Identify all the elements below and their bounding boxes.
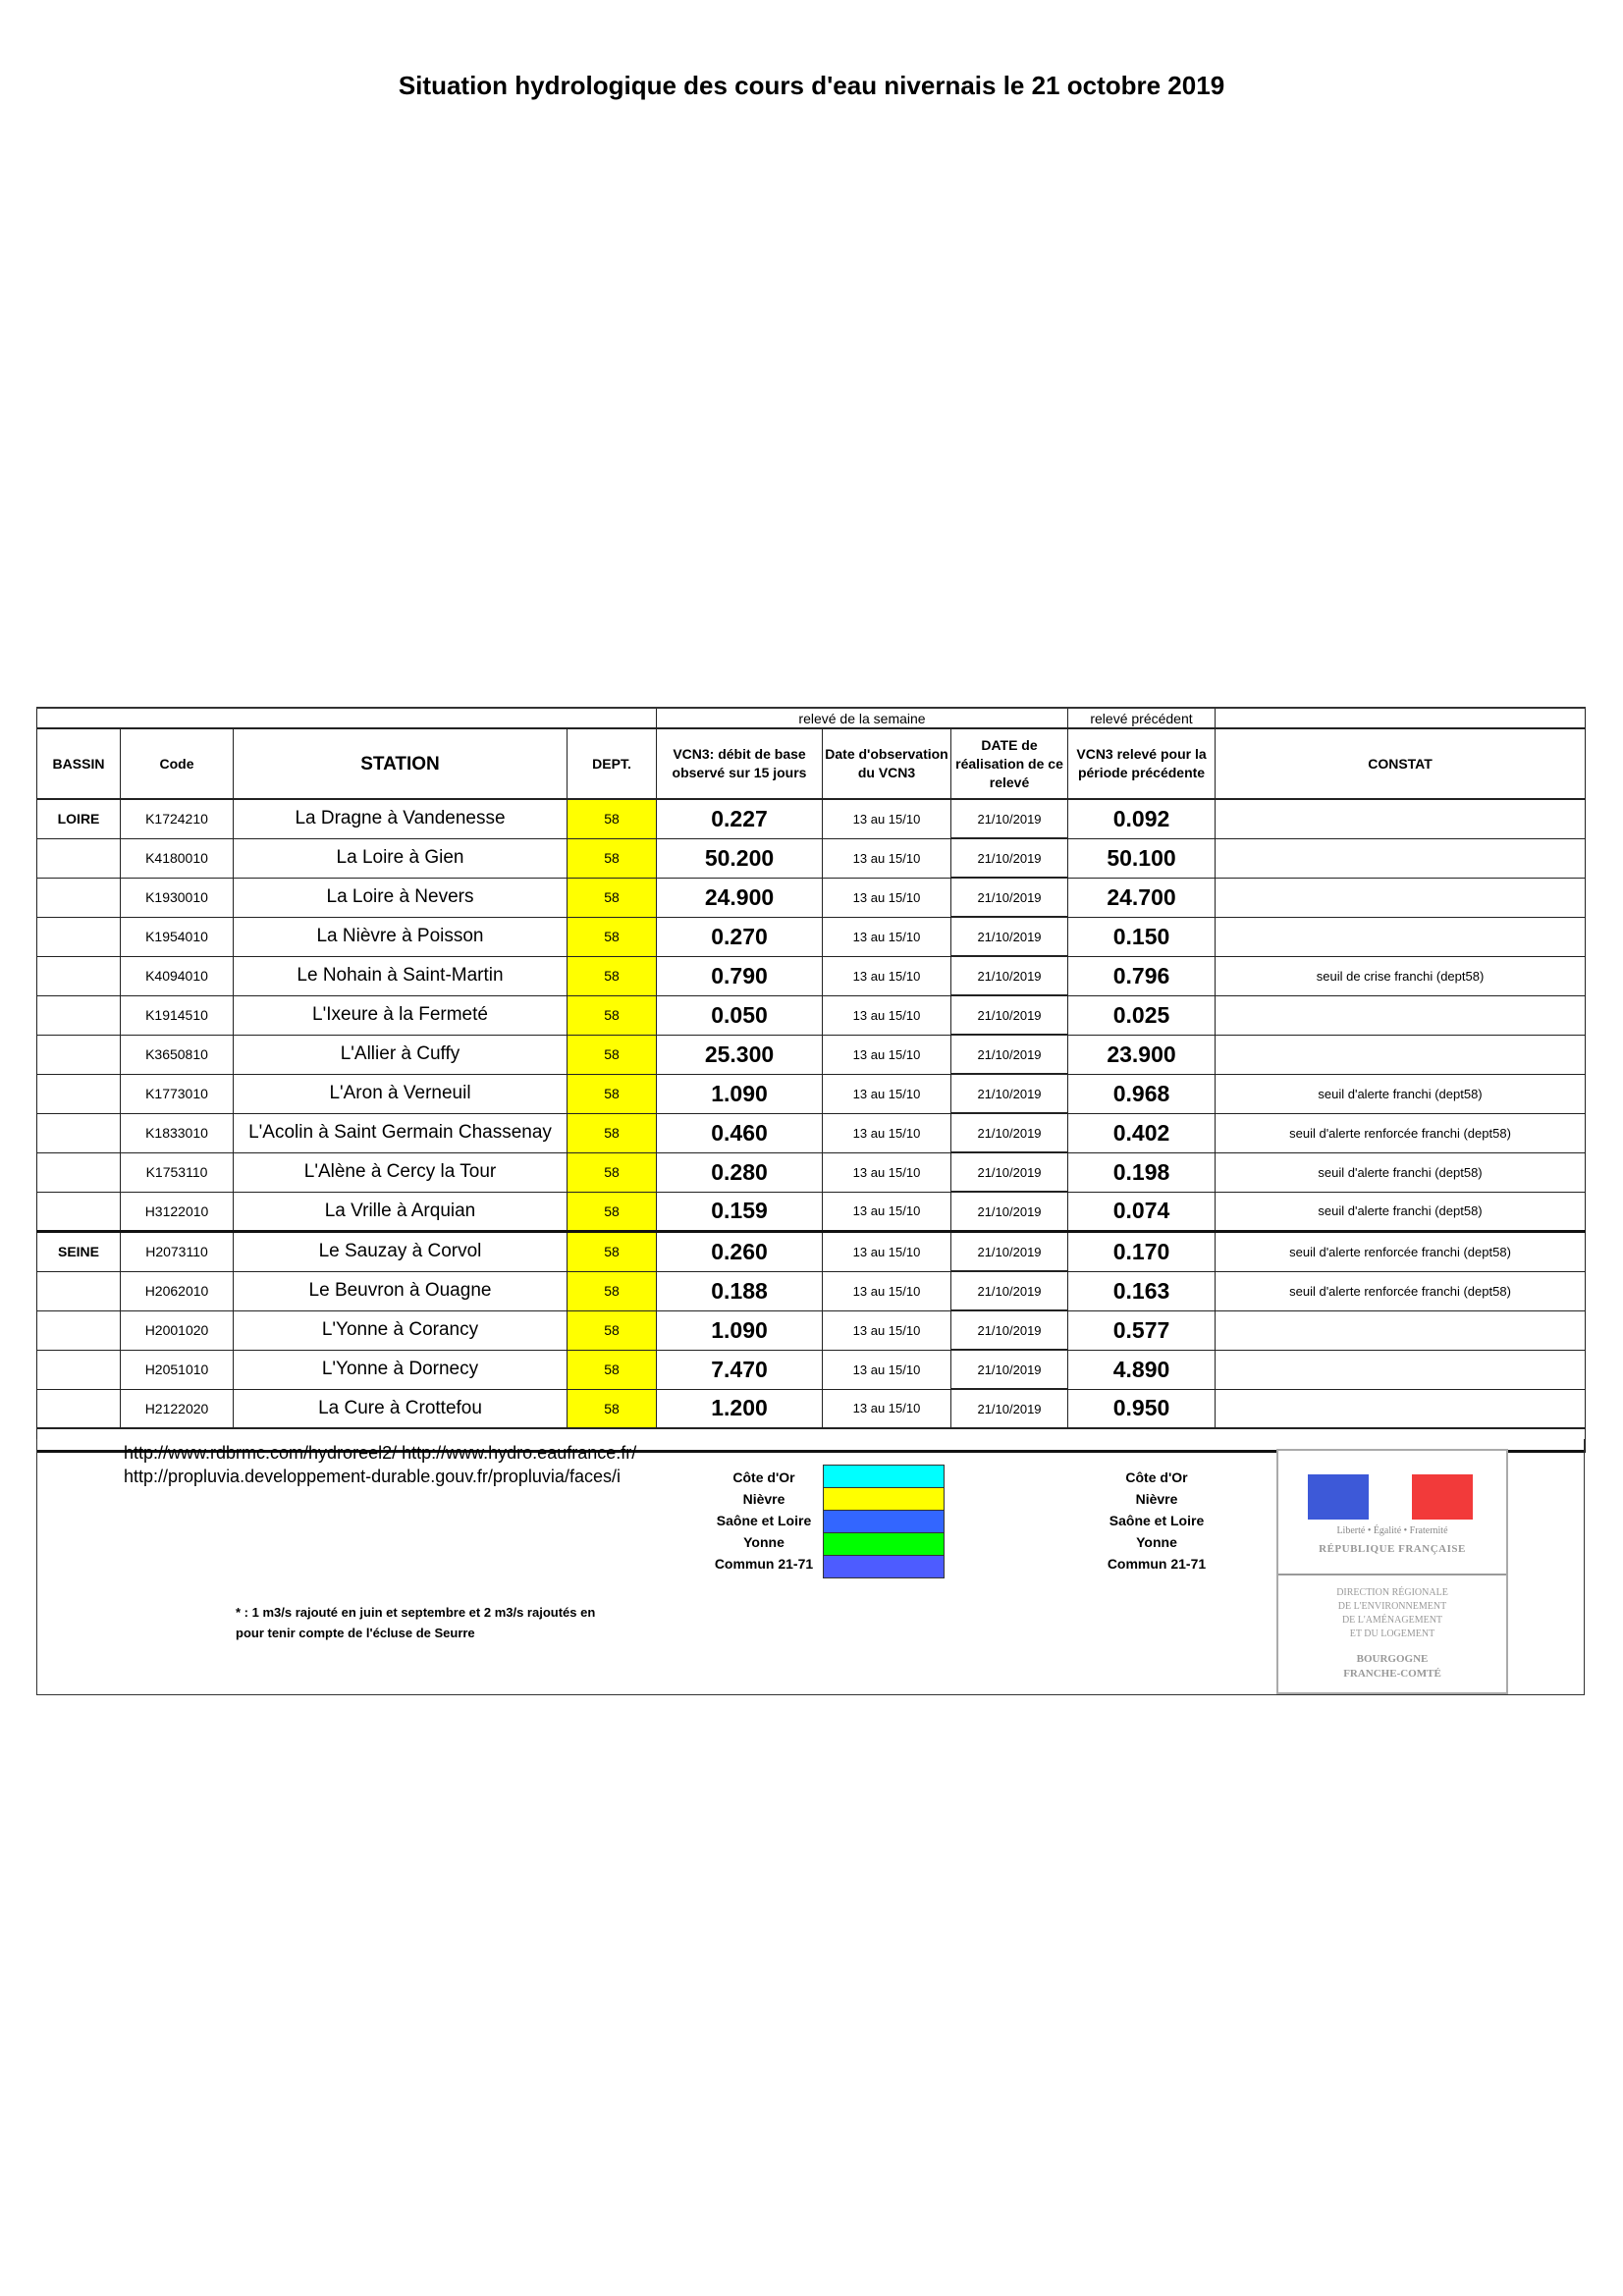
date-obs-cell: 13 au 15/10 (823, 878, 951, 917)
vcn3-prev-cell: 0.402 (1068, 1113, 1216, 1152)
vcn3-cell: 25.300 (657, 1035, 823, 1074)
station-cell: La Cure à Crottefou (234, 1389, 568, 1428)
vcn3-prev-cell: 0.968 (1068, 1074, 1216, 1113)
header-date-obs: Date d'observation du VCN3 (823, 728, 951, 799)
code-cell: H2051010 (121, 1350, 234, 1389)
vcn3-cell: 1.090 (657, 1310, 823, 1350)
date-obs-cell: 13 au 15/10 (823, 1152, 951, 1192)
dept-cell: 58 (568, 1113, 657, 1152)
group-header-row (37, 708, 1586, 728)
logo-republic: RÉPUBLIQUE FRANÇAISE (1319, 1543, 1466, 1555)
footnote-line-1: * : 1 m3/s rajouté en juin et septembre et 2 m3/s rajoutés en (236, 1605, 596, 1620)
vcn3-prev-cell: 0.198 (1068, 1152, 1216, 1192)
logo-divider (1278, 1574, 1506, 1575)
table-row (37, 1232, 1586, 1272)
header-bassin: BASSIN (37, 728, 121, 799)
constat-cell: seuil d'alerte renforcée franchi (dept58) (1216, 1232, 1586, 1272)
header-constat: CONSTAT (1216, 728, 1586, 799)
code-cell: K1930010 (121, 878, 234, 917)
date-real-cell: 21/10/2019 (951, 878, 1068, 917)
date-real-cell: 21/10/2019 (951, 1192, 1068, 1232)
date-obs-cell: 13 au 15/10 (823, 1192, 951, 1232)
bassin-cell (37, 1389, 121, 1428)
date-real-cell: 21/10/2019 (951, 1310, 1068, 1350)
dept-cell: 58 (568, 995, 657, 1035)
date-real-cell: 21/10/2019 (951, 838, 1068, 878)
table-body (37, 799, 1586, 1428)
vcn3-prev-cell: 4.890 (1068, 1350, 1216, 1389)
footnote (236, 1602, 697, 1643)
header-vcn3: VCN3: débit de base observé sur 15 jours (657, 728, 823, 799)
station-cell: L'Ixeure à la Fermeté (234, 995, 568, 1035)
bassin-cell (37, 1350, 121, 1389)
code-cell: K1773010 (121, 1074, 234, 1113)
table-row (37, 1310, 1586, 1350)
dept-cell: 58 (568, 956, 657, 995)
table-row (37, 1035, 1586, 1074)
constat-cell: seuil d'alerte renforcée franchi (dept58) (1216, 1113, 1586, 1152)
vcn3-cell: 0.159 (657, 1192, 823, 1232)
vcn3-cell: 0.050 (657, 995, 823, 1035)
vcn3-cell: 0.270 (657, 917, 823, 956)
date-real-cell: 21/10/2019 (951, 799, 1068, 838)
legend-swatch (824, 1466, 944, 1488)
date-obs-cell: 13 au 15/10 (823, 799, 951, 838)
date-obs-cell: 13 au 15/10 (823, 1113, 951, 1152)
legend-label: Nièvre (1135, 1491, 1178, 1507)
table-row (37, 995, 1586, 1035)
bassin-cell (37, 1271, 121, 1310)
dept-cell: 58 (568, 1310, 657, 1350)
logo-region (1278, 1652, 1506, 1682)
code-cell: K1914510 (121, 995, 234, 1035)
bassin-cell (37, 838, 121, 878)
vcn3-cell: 0.460 (657, 1113, 823, 1152)
dept-cell: 58 (568, 917, 657, 956)
legend-swatch (824, 1533, 944, 1556)
vcn3-prev-cell: 0.170 (1068, 1232, 1216, 1272)
group-header-semaine: relevé de la semaine (657, 708, 1068, 728)
legend-label: Côte d'Or (732, 1469, 795, 1485)
date-obs-cell: 13 au 15/10 (823, 1350, 951, 1389)
date-real-cell: 21/10/2019 (951, 1152, 1068, 1192)
constat-cell (1216, 1389, 1586, 1428)
station-cell: L'Yonne à Dornecy (234, 1350, 568, 1389)
constat-cell (1216, 838, 1586, 878)
dept-cell: 58 (568, 1192, 657, 1232)
dept-cell: 58 (568, 1271, 657, 1310)
code-cell: K4094010 (121, 956, 234, 995)
logo-direction-line: ET DU LOGEMENT (1349, 1629, 1435, 1639)
link-propluvia[interactable]: http://propluvia.developpement-durable.gouv.fr/propluvia/faces/i (124, 1467, 621, 1486)
logo-direction-line: DE L'AMÉNAGEMENT (1341, 1615, 1443, 1626)
table-row (37, 1389, 1586, 1428)
date-obs-cell: 13 au 15/10 (823, 1310, 951, 1350)
header-dept: DEPT. (568, 728, 657, 799)
vcn3-cell: 7.470 (657, 1350, 823, 1389)
date-obs-cell: 13 au 15/10 (823, 1232, 951, 1272)
station-cell: La Loire à Gien (234, 838, 568, 878)
logo-motto: Liberté • Égalité • Fraternité (1336, 1525, 1448, 1536)
legend-swatch (824, 1556, 944, 1577)
bassin-cell: SEINE (37, 1232, 121, 1272)
date-real-cell: 21/10/2019 (951, 1113, 1068, 1152)
code-cell: H3122010 (121, 1192, 234, 1232)
legend-label: Yonne (1136, 1534, 1177, 1550)
header-date-real: DATE de réalisation de ce relevé (951, 728, 1068, 799)
dept-cell: 58 (568, 799, 657, 838)
table-row (37, 1152, 1586, 1192)
date-real-cell: 21/10/2019 (951, 1035, 1068, 1074)
code-cell: K1753110 (121, 1152, 234, 1192)
vcn3-prev-cell: 0.577 (1068, 1310, 1216, 1350)
hydro-table-wrapper (36, 707, 1585, 1453)
legend-label: Nièvre (742, 1491, 785, 1507)
date-obs-cell: 13 au 15/10 (823, 1271, 951, 1310)
date-obs-cell: 13 au 15/10 (823, 956, 951, 995)
table-row (37, 878, 1586, 917)
date-real-cell: 21/10/2019 (951, 1350, 1068, 1389)
legend-label: Yonne (743, 1534, 784, 1550)
hydro-table (36, 707, 1586, 1453)
date-obs-cell: 13 au 15/10 (823, 838, 951, 878)
table-row (37, 838, 1586, 878)
code-cell: H2001020 (121, 1310, 234, 1350)
date-obs-cell: 13 au 15/10 (823, 1074, 951, 1113)
bassin-cell (37, 995, 121, 1035)
date-obs-cell: 13 au 15/10 (823, 917, 951, 956)
code-cell: K3650810 (121, 1035, 234, 1074)
group-header-blank-right (1216, 708, 1586, 728)
station-cell: La Loire à Nevers (234, 878, 568, 917)
bassin-cell (37, 1310, 121, 1350)
constat-cell (1216, 799, 1586, 838)
constat-cell: seuil d'alerte franchi (dept58) (1216, 1152, 1586, 1192)
page-title: Situation hydrologique des cours d'eau nivernais le 21 octobre 2019 (398, 71, 1225, 100)
table-row (37, 956, 1586, 995)
link-hydro-eaufrance[interactable]: http://www.hydro.eaufrance.fr/ (402, 1443, 637, 1463)
table-row (37, 1113, 1586, 1152)
constat-cell (1216, 1310, 1586, 1350)
legend-swatch (824, 1511, 944, 1533)
link-rdbrmc[interactable]: http://www.rdbrmc.com/hydroreel2/ (124, 1443, 398, 1463)
vcn3-cell: 50.200 (657, 838, 823, 878)
group-header-blank (37, 708, 657, 728)
dept-cell: 58 (568, 838, 657, 878)
column-header-row (37, 728, 1586, 799)
date-real-cell: 21/10/2019 (951, 1232, 1068, 1272)
dept-cell: 58 (568, 1074, 657, 1113)
bassin-cell (37, 1074, 121, 1113)
bassin-cell (37, 1035, 121, 1074)
station-cell: L'Allier à Cuffy (234, 1035, 568, 1074)
vcn3-prev-cell: 0.025 (1068, 995, 1216, 1035)
station-cell: Le Beuvron à Ouagne (234, 1271, 568, 1310)
constat-cell (1216, 1035, 1586, 1074)
vcn3-prev-cell: 0.796 (1068, 956, 1216, 995)
legend-swatches (823, 1465, 945, 1578)
links-list (124, 1441, 696, 1520)
table-row (37, 917, 1586, 956)
vcn3-prev-cell: 0.092 (1068, 799, 1216, 838)
dept-cell: 58 (568, 878, 657, 917)
vcn3-prev-cell: 50.100 (1068, 838, 1216, 878)
vcn3-cell: 0.227 (657, 799, 823, 838)
bassin-cell (37, 1152, 121, 1192)
bassin-cell (37, 956, 121, 995)
table-row (37, 1074, 1586, 1113)
date-real-cell: 21/10/2019 (951, 917, 1068, 956)
date-obs-cell: 13 au 15/10 (823, 1035, 951, 1074)
table-row (37, 1350, 1586, 1389)
dept-cell: 58 (568, 1232, 657, 1272)
station-cell: La Nièvre à Poisson (234, 917, 568, 956)
constat-cell (1216, 878, 1586, 917)
vcn3-prev-cell: 0.150 (1068, 917, 1216, 956)
vcn3-prev-cell: 0.950 (1068, 1389, 1216, 1428)
footnote-line-2: pour tenir compte de l'écluse de Seurre (236, 1626, 475, 1640)
legend-label: Côte d'Or (1125, 1469, 1188, 1485)
vcn3-prev-cell: 24.700 (1068, 878, 1216, 917)
date-obs-cell: 13 au 15/10 (823, 995, 951, 1035)
header-station: STATION (234, 728, 568, 799)
constat-cell: seuil d'alerte renforcée franchi (dept58) (1216, 1271, 1586, 1310)
vcn3-cell: 0.280 (657, 1152, 823, 1192)
legend-label: Saône et Loire (716, 1513, 812, 1528)
logo-direction (1278, 1586, 1506, 1641)
vcn3-cell: 0.790 (657, 956, 823, 995)
station-cell: L'Aron à Verneuil (234, 1074, 568, 1113)
code-cell: K1833010 (121, 1113, 234, 1152)
vcn3-prev-cell: 0.074 (1068, 1192, 1216, 1232)
legend-label: Commun 21-71 (714, 1556, 814, 1572)
legend-labels-right (1068, 1467, 1245, 1575)
vcn3-cell: 1.090 (657, 1074, 823, 1113)
date-real-cell: 21/10/2019 (951, 1389, 1068, 1428)
constat-cell: seuil d'alerte franchi (dept58) (1216, 1074, 1586, 1113)
constat-cell: seuil d'alerte franchi (dept58) (1216, 1192, 1586, 1232)
group-header-precedent: relevé précédent (1068, 708, 1216, 728)
constat-cell (1216, 1350, 1586, 1389)
code-cell: K1954010 (121, 917, 234, 956)
date-real-cell: 21/10/2019 (951, 995, 1068, 1035)
table-row (37, 1271, 1586, 1310)
code-cell: K1724210 (121, 799, 234, 838)
code-cell: H2062010 (121, 1271, 234, 1310)
logo-region-line: BOURGOGNE (1356, 1653, 1429, 1665)
bassin-cell (37, 1113, 121, 1152)
date-real-cell: 21/10/2019 (951, 1271, 1068, 1310)
marianne-flag-icon (1308, 1474, 1473, 1520)
prefecture-logo (1276, 1449, 1508, 1694)
constat-cell (1216, 917, 1586, 956)
footer-panel (36, 1439, 1585, 1695)
dept-cell: 58 (568, 1350, 657, 1389)
legend-label: Commun 21-71 (1107, 1556, 1207, 1572)
header-vcn3-prev: VCN3 relevé pour la période précédente (1068, 728, 1216, 799)
station-cell: L'Acolin à Saint Germain Chassenay (234, 1113, 568, 1152)
bassin-cell: LOIRE (37, 799, 121, 838)
dept-cell: 58 (568, 1152, 657, 1192)
vcn3-cell: 0.188 (657, 1271, 823, 1310)
table-row (37, 799, 1586, 838)
legend-label: Saône et Loire (1109, 1513, 1205, 1528)
station-cell: Le Sauzay à Corvol (234, 1232, 568, 1272)
station-cell: La Dragne à Vandenesse (234, 799, 568, 838)
vcn3-cell: 1.200 (657, 1389, 823, 1428)
date-real-cell: 21/10/2019 (951, 1074, 1068, 1113)
station-cell: La Vrille à Arquian (234, 1192, 568, 1232)
bassin-cell (37, 917, 121, 956)
logo-region-line: FRANCHE-COMTÉ (1343, 1668, 1441, 1680)
vcn3-prev-cell: 0.163 (1068, 1271, 1216, 1310)
constat-cell (1216, 995, 1586, 1035)
bassin-cell (37, 1192, 121, 1232)
station-cell: L'Alène à Cercy la Tour (234, 1152, 568, 1192)
logo-direction-line: DIRECTION RÉGIONALE (1336, 1587, 1448, 1598)
dept-cell: 58 (568, 1389, 657, 1428)
date-obs-cell: 13 au 15/10 (823, 1389, 951, 1428)
station-cell: L'Yonne à Corancy (234, 1310, 568, 1350)
constat-cell: seuil de crise franchi (dept58) (1216, 956, 1586, 995)
bassin-cell (37, 878, 121, 917)
code-cell: H2122020 (121, 1389, 234, 1428)
date-real-cell: 21/10/2019 (951, 956, 1068, 995)
code-cell: K4180010 (121, 838, 234, 878)
vcn3-cell: 24.900 (657, 878, 823, 917)
header-code: Code (121, 728, 234, 799)
code-cell: H2073110 (121, 1232, 234, 1272)
logo-direction-line: DE L'ENVIRONNEMENT (1337, 1601, 1447, 1612)
vcn3-prev-cell: 23.900 (1068, 1035, 1216, 1074)
legend-swatch (824, 1488, 944, 1511)
vcn3-cell: 0.260 (657, 1232, 823, 1272)
table-row (37, 1192, 1586, 1232)
station-cell: Le Nohain à Saint-Martin (234, 956, 568, 995)
dept-cell: 58 (568, 1035, 657, 1074)
